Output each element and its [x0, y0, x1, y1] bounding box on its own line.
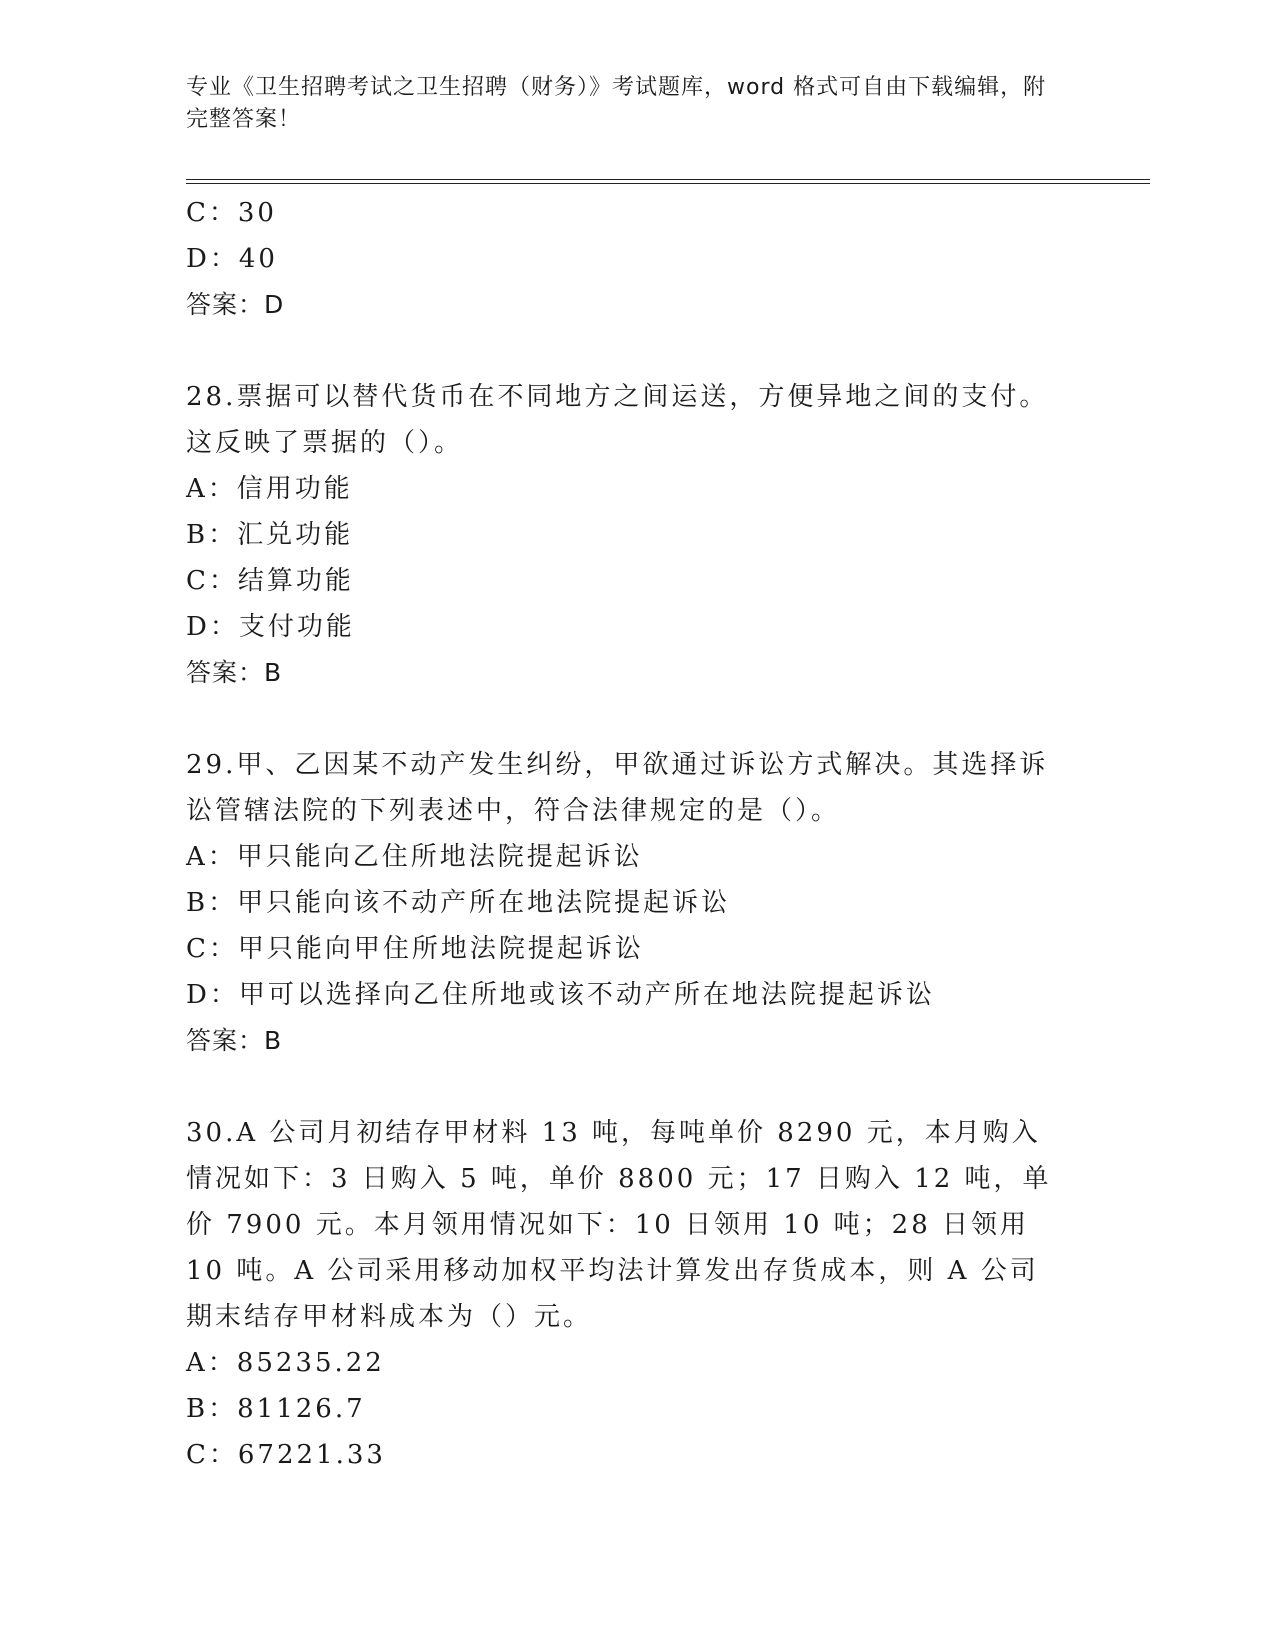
option-c: C：67221.33 [186, 1440, 386, 1470]
option-a: A：85235.22 [186, 1348, 385, 1378]
header-divider-bottom [186, 183, 1150, 184]
question-content [186, 190, 1066, 1478]
answer: 答案：B [186, 658, 283, 687]
option-c: C：结算功能 [186, 566, 354, 596]
spacer [186, 1064, 1066, 1110]
answer: 答案：D [186, 290, 285, 319]
question-27-tail [186, 190, 1066, 328]
spacer [186, 696, 1066, 742]
header-divider-top [186, 179, 1150, 180]
option-a: A：甲只能向乙住所地法院提起诉讼 [186, 842, 643, 872]
option-d: D：40 [186, 244, 278, 274]
document-header: 专业《卫生招聘考试之卫生招聘（财务）》考试题库，word 格式可自由下载编辑，附完整答案！ [186, 75, 1047, 132]
answer: 答案：B [186, 1026, 283, 1055]
question-text: 30.A 公司月初结存甲材料 13 吨，每吨单价 8290 元，本月购入情况如下：3 日购入 5 吨，单价 8800 元；17 日购入 12 吨，单价 7900 元。本月领用情况如下：10 日领用 10 吨；28 日领用 10 吨。A 公司采用移动加权平均法计算发出存货成本，则 A 公司期末结存甲材料成本为（）元。 [186, 1118, 1052, 1332]
option-b: B：汇兑功能 [186, 520, 354, 550]
option-a: A：信用功能 [186, 474, 353, 504]
spacer [186, 328, 1066, 374]
option-d: D：甲可以选择向乙住所地或该不动产所在地法院提起诉讼 [186, 980, 935, 1010]
option-c: C：30 [186, 198, 277, 228]
question-text: 29.甲、乙因某不动产发生纠纷，甲欲通过诉讼方式解决。其选择诉讼管辖法院的下列表述中，符合法律规定的是（）。 [186, 750, 1049, 826]
question-29 [186, 742, 1066, 1064]
option-d: D：支付功能 [186, 612, 355, 642]
question-text: 28.票据可以替代货币在不同地方之间运送，方便异地之间的支付。这反映了票据的（）。 [186, 382, 1049, 458]
option-b: B：甲只能向该不动产所在地法院提起诉讼 [186, 888, 731, 918]
question-30 [186, 1110, 1066, 1478]
question-28 [186, 374, 1066, 696]
option-c: C：甲只能向甲住所地法院提起诉讼 [186, 934, 644, 964]
option-b: B：81126.7 [186, 1394, 366, 1424]
